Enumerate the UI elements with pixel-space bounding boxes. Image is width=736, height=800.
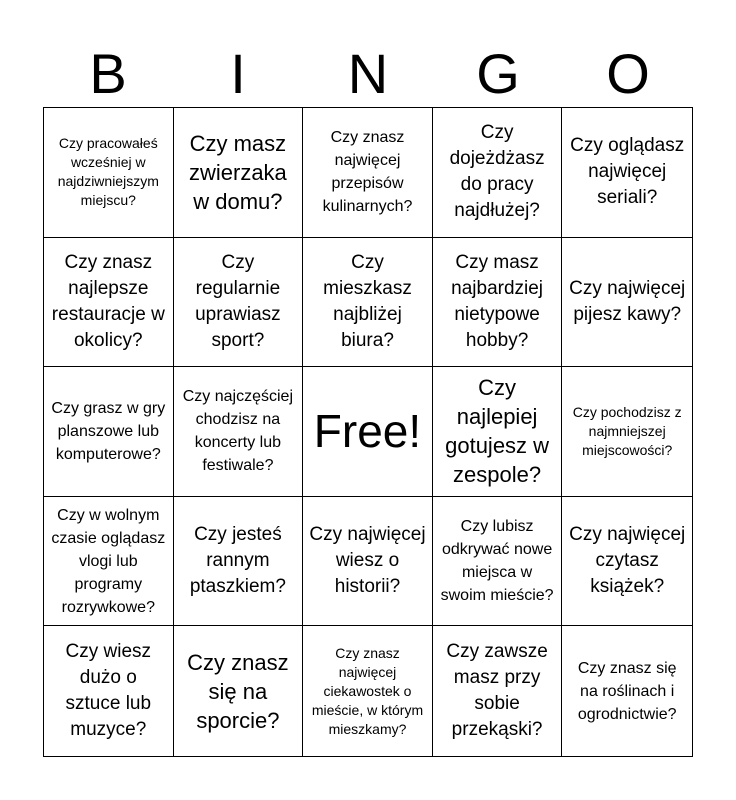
cell-text: Czy znasz się na roślinach i ogrodnictwie? [577, 659, 677, 723]
bingo-board [43, 107, 693, 757]
bingo-cell[interactable] [174, 367, 304, 497]
bingo-cell[interactable] [303, 626, 433, 756]
bingo-cell[interactable] [433, 626, 563, 756]
cell-text: Czy najczęściej chodzisz na koncerty lub festiwale? [182, 388, 294, 475]
cell-text: Czy wiesz dużo o sztuce lub muzyce? [65, 641, 152, 741]
bingo-cell[interactable] [44, 497, 174, 627]
header-letter-i: I [230, 42, 246, 105]
header-letter-b: B [89, 42, 127, 105]
cell-text: Czy w wolnym czasie oglądasz vlogi lub programy rozrywkowe? [51, 506, 166, 616]
header-letter-o: O [606, 42, 650, 105]
cell-text: Czy znasz najwięcej przepisów kulinarnych? [322, 129, 413, 216]
bingo-cell[interactable] [174, 626, 304, 756]
cell-text: Czy oglądasz najwięcej seriali? [570, 135, 685, 209]
bingo-cell[interactable] [433, 367, 563, 497]
cell-text: Czy grasz w gry planszowe lub komputerowe? [51, 399, 166, 463]
cell-text: Czy masz zwierzaka w domu? [188, 130, 287, 214]
bingo-cell[interactable] [562, 367, 692, 497]
cell-text: Czy znasz najlepsze restauracje w okolicy? [51, 251, 165, 351]
cell-text: Czy pracowałeś wcześniej w najdziwniejszym miejscu? [57, 135, 159, 209]
bingo-cell[interactable] [44, 626, 174, 756]
cell-text: Czy mieszkasz najbliżej biura? [323, 251, 412, 351]
free-text: Free! [313, 405, 422, 458]
cell-text: Czy najwięcej czytasz książek? [569, 524, 686, 598]
header-letter-g: G [476, 42, 520, 105]
bingo-cell[interactable] [562, 626, 692, 756]
cell-text: Czy najlepiej gotujesz w zespole? [445, 375, 550, 488]
bingo-header [43, 40, 693, 108]
bingo-cell[interactable] [303, 497, 433, 627]
bingo-cell[interactable] [562, 238, 692, 368]
bingo-cell[interactable] [433, 238, 563, 368]
cell-text: Czy regularnie uprawiasz sport? [195, 251, 281, 351]
bingo-cell[interactable] [303, 108, 433, 238]
cell-text: Czy zawsze masz przy sobie przekąski? [446, 641, 548, 741]
bingo-cell[interactable] [562, 108, 692, 238]
bingo-cell[interactable] [174, 238, 304, 368]
cell-text: Czy znasz się na sporcie? [187, 649, 289, 733]
bingo-cell[interactable] [44, 238, 174, 368]
bingo-cell[interactable] [174, 108, 304, 238]
header-letter-n: N [347, 42, 389, 105]
bingo-cell[interactable] [44, 108, 174, 238]
bingo-cell[interactable] [303, 238, 433, 368]
free-cell[interactable] [303, 367, 433, 497]
cell-text: Czy jesteś rannym ptaszkiem? [189, 524, 286, 598]
cell-text: Czy masz najbardziej nietypowe hobby? [451, 251, 544, 351]
bingo-cell[interactable] [433, 497, 563, 627]
bingo-cell[interactable] [562, 497, 692, 627]
bingo-cell[interactable] [174, 497, 304, 627]
cell-text: Czy najwięcej wiesz o historii? [309, 524, 426, 598]
cell-text: Czy dojeżdżasz do pracy najdłużej? [449, 122, 545, 222]
bingo-cell[interactable] [44, 367, 174, 497]
cell-text: Czy lubisz odkrywać nowe miejsca w swoim mieście? [440, 518, 554, 605]
cell-text: Czy najwięcej pijesz kawy? [569, 277, 686, 325]
cell-text: Czy pochodzisz z najmniejszej miejscowości? [572, 403, 682, 458]
bingo-cell[interactable] [433, 108, 563, 238]
cell-text: Czy znasz najwięcej ciekawostek o mieście, w którym mieszkamy? [311, 644, 424, 737]
